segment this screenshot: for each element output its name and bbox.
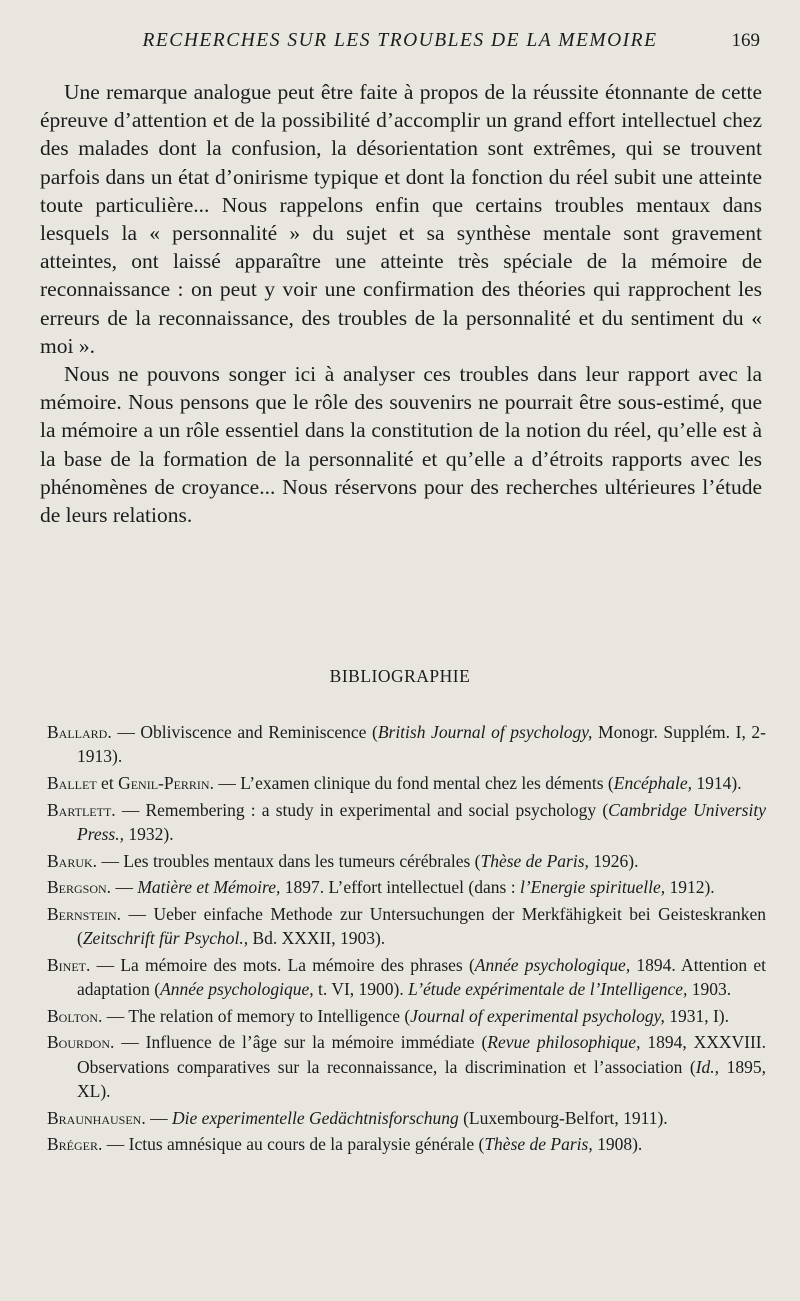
bibliography-title: Cambridge University Press., <box>77 799 766 844</box>
bibliography-text: 1932). <box>124 823 174 844</box>
bibliography-entry <box>47 953 766 1001</box>
bibliography-text: 1912). <box>665 877 715 898</box>
bibliography-text: 1914). <box>692 772 742 793</box>
bibliography-entry <box>47 875 766 899</box>
bibliography-title: Encéphale, <box>613 772 692 793</box>
bibliography-title: Année psychologique, <box>160 979 314 1000</box>
bibliography-list <box>47 720 766 1159</box>
bibliography-text: — <box>145 1107 172 1128</box>
bibliography-text: 1931, I). <box>664 1005 729 1026</box>
bibliography-author: Braunhausen. <box>47 1107 146 1128</box>
bibliography-text: — Obliviscence and Reminiscence ( <box>111 722 378 742</box>
bibliography-text: (Luxembourg-Belfort, 1911). <box>458 1107 668 1128</box>
bibliography-entry <box>47 798 766 846</box>
bibliography-title: l’Energie spirituelle, <box>519 877 666 898</box>
bibliography-entry <box>47 1132 766 1156</box>
bibliography-entry <box>47 1030 766 1103</box>
bibliography-text: 1926). <box>588 850 639 871</box>
bibliography-text: et <box>96 772 119 793</box>
bibliography-entry <box>47 1004 766 1028</box>
bibliography-title: Id., <box>695 1056 720 1077</box>
bibliography-text: — <box>111 877 138 898</box>
bibliography-title: British Journal of psychology, <box>377 722 593 742</box>
bibliography-entry <box>47 771 766 795</box>
bibliography-title: Matière et Mémoire, <box>137 877 281 898</box>
bibliography-text: — The relation of memory to Intelligence ( <box>102 1005 411 1026</box>
bibliography-author: Ballard. <box>47 722 112 742</box>
bibliography-text: — La mémoire des mots. La mémoire des phrases ( <box>90 954 475 975</box>
bibliography-text: Genil-Perrin. <box>118 772 214 793</box>
bibliography-title: Journal of experimental psychology, <box>410 1005 665 1026</box>
bibliography-title: Thèse de Paris, <box>480 850 589 871</box>
bibliography-entry <box>47 1106 766 1130</box>
page-number: 169 <box>731 30 760 51</box>
page-header <box>0 30 800 58</box>
bibliography-text: — Ictus amnésique au cours de la paralysie générale ( <box>102 1134 485 1155</box>
bibliography-author: Bartlett. <box>47 799 116 820</box>
bibliography-author: Bréger. <box>47 1134 103 1155</box>
bibliography-heading: BIBLIOGRAPHIE <box>329 666 471 686</box>
bibliography-title: Année psychologique, <box>474 954 631 975</box>
running-title: RECHERCHES SUR LES TROUBLES DE LA MEMOIRE <box>142 30 658 51</box>
bibliography-text: 1908). <box>592 1134 643 1155</box>
bibliography-entry <box>47 902 766 950</box>
bibliography-title: Die experimentelle Gedächtnisforschung <box>171 1107 459 1128</box>
bibliography-author: Bolton. <box>47 1005 103 1026</box>
bibliography-text: t. VI, 1900). <box>313 979 409 1000</box>
bibliography-text: — Ueber einfache Methode zur Untersuchungen der Merkfähigkeit bei Geisteskranken ( <box>77 903 766 949</box>
bibliography-entry <box>47 720 766 768</box>
bibliography-author: Bergson. <box>47 877 112 898</box>
bibliography-author: Baruk. <box>47 850 98 871</box>
bibliography-entry <box>47 849 766 873</box>
bibliography-text: Bd. XXXII, 1903). <box>248 928 386 949</box>
bibliography-text: 1903. <box>687 979 732 1000</box>
bibliography-text: — Influence de l’âge sur la mémoire immédiate ( <box>114 1032 488 1053</box>
bibliography-text: 1897. L’effort intellectuel (dans : <box>280 877 520 898</box>
bibliography-author: Bourdon. <box>47 1032 115 1053</box>
bibliography-title: L’étude expérimentale de l’Intelligence, <box>408 979 688 1000</box>
bibliography-text: 1895, XL). <box>77 1056 767 1101</box>
paragraph: Nous ne pouvons songer ici à analyser ces troubles dans leur rapport avec la mémoire. Nous pensons que le rôle des souvenirs ne pourrait être sous-estimé, que la mémoire a un rôle essentiel dans la constitution de la notion du réel, qu’elle est à la base de la formation de la personnalité et qu’elle a d’étroits rapports avec les phénomènes de croyance... Nous réservons pour des recherches ultérieures l’étude de leurs relations. <box>40 362 762 528</box>
bibliography-title: Revue philosophique, <box>487 1032 641 1053</box>
bibliography-title: Zeitschrift für Psychol., <box>82 928 249 949</box>
body-text <box>40 78 762 529</box>
bibliography-text: Monogr. Supplém. I, 2-1913). <box>77 722 766 767</box>
bibliography-author: Bernstein. <box>47 903 122 924</box>
bibliography-text: — Les troubles mentaux dans les tumeurs cérébrales ( <box>97 850 481 871</box>
bibliography-text: — L’examen clinique du fond mental chez les déments ( <box>213 772 614 793</box>
bibliography-text: — Remembering : a study in experimental and social psychology ( <box>115 799 609 820</box>
bibliography-text: 1894. Attention et adaptation ( <box>77 954 767 1000</box>
bibliography-title: Thèse de Paris, <box>484 1134 593 1155</box>
bibliography-author: Binet. <box>47 954 91 975</box>
bibliography-author: Ballet <box>47 772 97 793</box>
bibliography-text: 1894, XXXVIII. Observations comparatives sur la reconnaissance, la discrimination et l’association ( <box>77 1032 766 1077</box>
paragraph: Une remarque analogue peut être faite à propos de la réussite étonnante de cette épreuve d’attention et de la possibilité d’accomplir un grand effort intellectuel chez des malades dont la confusion, la désorientation sont extrêmes, qui se trouvent parfois dans un état d’onirisme typique et dont la fonction du réel subit une atteinte toute particulière... Nous rappelons enfin que certains troubles mentaux dans lesquels la « personnalité » du sujet et sa synthèse mentale sont gravement atteintes, ont laissé apparaître une atteinte très spéciale de la mémoire de reconnaissance : on peut y voir une confirmation des théories qui rapprochent les erreurs de la reconnaissance, des troubles de la personnalité et du sentiment du « moi ». <box>40 80 762 358</box>
